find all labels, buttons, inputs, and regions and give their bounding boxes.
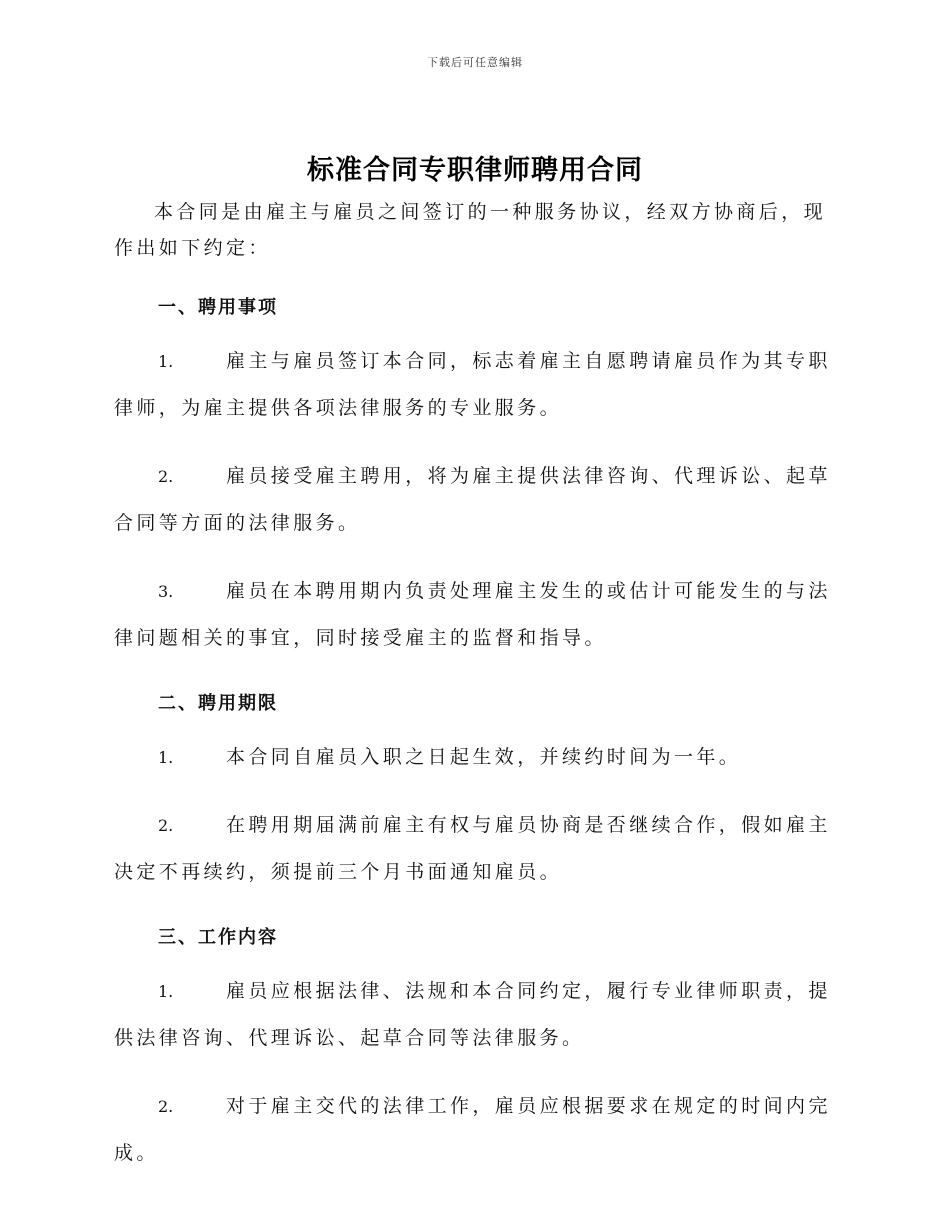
section-heading-employment-term: 二、聘用期限 bbox=[158, 693, 278, 714]
list-item bbox=[114, 1083, 832, 1177]
list-item bbox=[114, 568, 832, 662]
section-heading-employment-matters: 一、聘用事项 bbox=[158, 297, 278, 318]
item-number: 2. bbox=[158, 816, 174, 835]
list-item bbox=[114, 734, 832, 781]
list-item bbox=[114, 453, 832, 547]
item-number: 2. bbox=[158, 467, 174, 486]
item-text: 在聘用期届满前雇主有权与雇员协商是否继续合作，假如雇主决定不再续约，须提前三个月书面通知雇员。 bbox=[114, 814, 831, 883]
document-title: 标准合同专职律师聘用合同 bbox=[307, 155, 643, 186]
item-number: 1. bbox=[158, 982, 174, 1001]
item-number: 1. bbox=[158, 352, 174, 371]
item-text: 对于雇主交代的法律工作，雇员应根据要求在规定的时间内完成。 bbox=[114, 1095, 831, 1164]
item-text: 雇员在本聘用期内负责处理雇主发生的或估计可能发生的与法律问题相关的事宜，同时接受雇主的监督和指导。 bbox=[114, 580, 831, 649]
item-text: 雇员应根据法律、法规和本合同约定，履行专业律师职责，提供法律咨询、代理诉讼、起草合同等法律服务。 bbox=[114, 980, 831, 1049]
header-note: 下载后可任意编辑 bbox=[427, 56, 523, 69]
item-number: 2. bbox=[158, 1097, 174, 1116]
section-heading-work-content: 三、工作内容 bbox=[158, 927, 278, 948]
item-text: 雇员接受雇主聘用，将为雇主提供法律咨询、代理诉讼、起草合同等方面的法律服务。 bbox=[114, 465, 831, 534]
document-body bbox=[114, 194, 832, 1177]
intro-paragraph: 本合同是由雇主与雇员之间签订的一种服务协议，经双方协商后，现作出如下约定： bbox=[114, 201, 827, 259]
item-number: 3. bbox=[158, 582, 174, 601]
item-text: 雇主与雇员签订本合同，标志着雇主自愿聘请雇员作为其专职律师，为雇主提供各项法律服务的专业服务。 bbox=[114, 350, 831, 419]
list-item bbox=[114, 802, 832, 896]
list-item bbox=[114, 968, 832, 1062]
list-item bbox=[114, 338, 832, 432]
item-text: 本合同自雇员入职之日起生效，并续约时间为一年。 bbox=[226, 746, 742, 768]
item-number: 1. bbox=[158, 748, 174, 767]
